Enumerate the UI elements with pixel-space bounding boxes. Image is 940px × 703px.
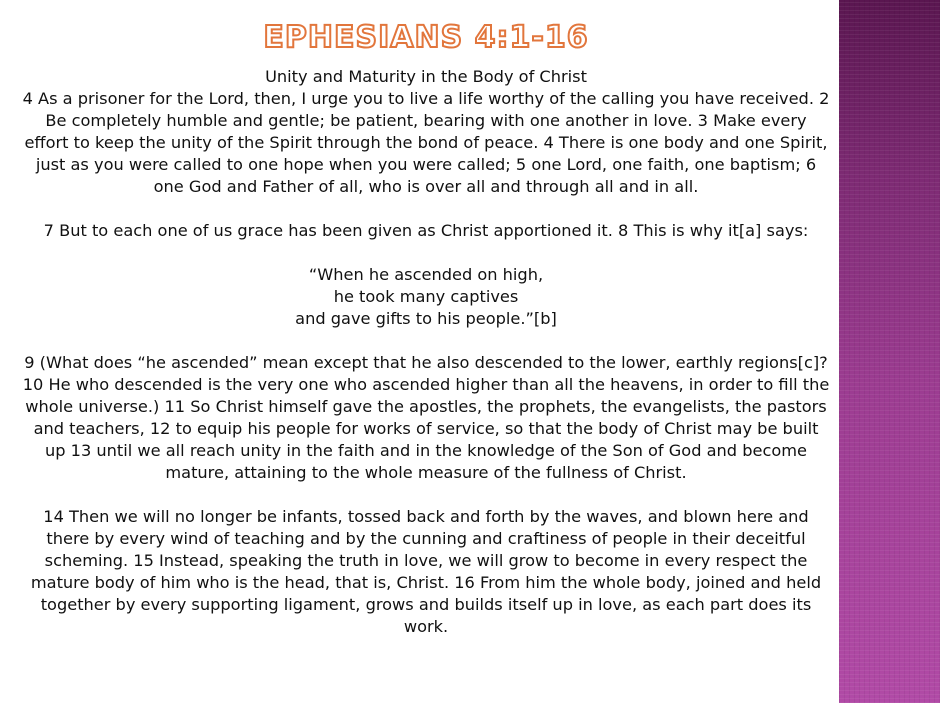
scripture-text [22,66,830,638]
paragraph-verses-9-13: 9 (What does “he ascended” mean except that he also descended to the lower, earthly regions[c]? 10 He who descended is the very one who ascended higher than all the heavens, in order to fill the whole universe.) 11 So Christ himself gave the apostles, the prophets, the evangelists, the pastors and teachers, 12 to equip his people for works of service, so that the body of Christ may be built up 13 until we all reach unity in the faith and in the knowledge of the Son of God and become mature, attaining to the whole measure of the fullness of Christ. [22,353,830,482]
section-heading: Unity and Maturity in the Body of Christ [265,67,587,86]
quote-line: and gave gifts to his people.”[b] [295,309,557,328]
paragraph-verses-14-16: 14 Then we will no longer be infants, tossed back and forth by the waves, and blown here and there by every wind of teaching and by the cunning and craftiness of people in their deceitful scheming. 15 Instead, speaking the truth in love, we will grow to become in every respect the mature body of him who is the head, that is, Christ. 16 From him the whole body, joined and held together by every supporting ligament, grows and builds itself up in love, as each part does its work. [30,507,822,636]
quote-line: he took many captives [333,287,519,306]
decorative-side-band [839,0,940,703]
paragraph-verses-7-8: 7 But to each one of us grace has been given as Christ apportioned it. 8 This is why it[a] says: [43,221,809,240]
spacer [22,198,830,220]
slide-content [22,18,830,638]
spacer [22,242,830,264]
paragraph-verses-1-6: 4 As a prisoner for the Lord, then, I urge you to live a life worthy of the calling you have received. 2 Be completely humble and gentle; be patient, bearing with one another in love. 3 Make every effort to keep the unity of the Spirit through the bond of peace. 4 There is one body and one Spirit, just as you were called to one hope when you were called; 5 one Lord, one faith, one baptism; 6 one God and Father of all, who is over all and through all and in all. [22,89,830,196]
quote-line: “When he ascended on high, [308,265,544,284]
spacer [22,330,830,352]
spacer [22,484,830,506]
quote-block [22,264,830,330]
slide-title: EPHESIANS 4:1-16 [263,20,589,55]
